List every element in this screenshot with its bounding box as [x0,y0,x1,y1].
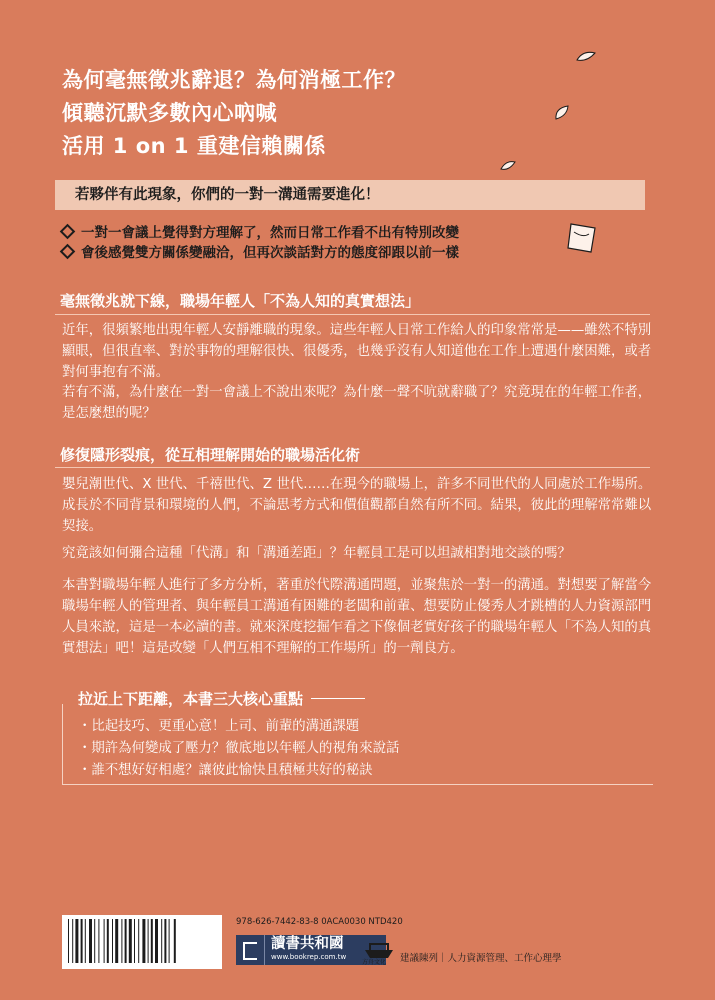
headline-line-3: 活用 1 on 1 重建信賴關係 [62,134,326,158]
section-title: 修復隱形裂痕，從互相理解開始的職場活化術 [60,446,361,464]
publisher-url: www.bookrep.com.tw [271,953,347,961]
section-title: 毫無徵兆就下線，職場年輕人「不為人知的真實想法」 [60,292,421,310]
headline [62,64,406,163]
list-item: ・期許為何變成了壓力？徹底地以年輕人的視角來說話 [78,741,400,756]
paper-icon [565,220,599,256]
list-item: ・比起技巧、更重心意！上司、前輩的溝通課題 [78,719,360,734]
alert-title: 若夥伴有此現象，你們的一對一溝通需要進化！ [55,180,645,210]
paragraph: 若有不滿，為什麼在一對一會議上不說出來呢？為什麼一聲不吭就辭職了？究竟現在的年輕工作者，是怎麼想的呢？ [62,385,652,421]
alert-item-text: 會後感覺雙方關係變融洽，但再次談話對方的態度卻跟以前一樣 [81,245,459,261]
paragraph: 究竟該如何彌合這種「代溝」和「溝通差距」？年輕員工是可以坦誠相對地交談的嗎？ [62,546,571,561]
leaf-icon [553,104,571,122]
divider [55,314,650,315]
divider [311,698,365,699]
divider [55,467,650,468]
headline-line-1: 為何毫無徵兆辭退？為何消極工作？ [62,68,406,92]
alert-item [62,221,459,241]
publisher-mark-icon [236,935,265,965]
alert-item [62,241,459,261]
category-label: 建議陳列｜人力資源管理、工作心理學 [400,953,562,964]
core-title [78,688,365,709]
barcode [62,915,222,969]
paragraph: 嬰兒潮世代、X 世代、千禧世代、Z 世代……在現今的職場上，許多不同世代的人同處於工作場所。成長於不同背景和環境的人們，不論思考方式和價值觀都自然有所不同。結果，彼此的理解常常難以契接。 [62,477,652,534]
leaf-icon [575,50,597,64]
paragraph: 本書對職場年輕人進行了多方分析，著重於代際溝通問題，並聚焦於一對一的溝通。對想要了解當今職場年輕人的管理者、與年輕員工溝通有困難的老闆和前輩、想要防止優秀人才跳槽的人力資源部門人員來說，這是一本必讀的書。就來深度挖掘乍看之下像個老實好孩子的職場年輕人「不為人知的真實想法」吧！這是改變「人們互相不理解的工作場所」的一劑良方。 [62,578,652,656]
diamond-icon [60,223,76,239]
core-title-text: 拉近上下距離，本書三大核心重點 [78,690,304,708]
alert-item-text: 一對一會議上覺得對方理解了，然而日常工作看不出有特別改變 [81,225,459,241]
publisher-name: 讀書共和國 [271,936,344,952]
headline-line-2: 傾聽沉默多數內心吶喊 [62,101,277,125]
imprint-name: 方舟文化 [362,959,387,966]
diamond-icon [60,243,76,259]
leaf-icon [500,160,516,172]
isbn-text: 978-626-7442-83-8 0ACA0030 NTD420 [236,917,403,927]
paragraph: 近年，很頻繁地出現年輕人安靜離職的現象。這些年輕人日常工作給人的印象常常是——雖然不特別顯眼，但很直率、對於事物的理解很快、很優秀，也幾乎沒有人知道他在工作上遭遇什麼困難，或者對何事抱有不滿。 [62,323,652,380]
list-item: ・誰不想好好相處？讓彼此愉快且積極共好的秘訣 [78,763,373,778]
